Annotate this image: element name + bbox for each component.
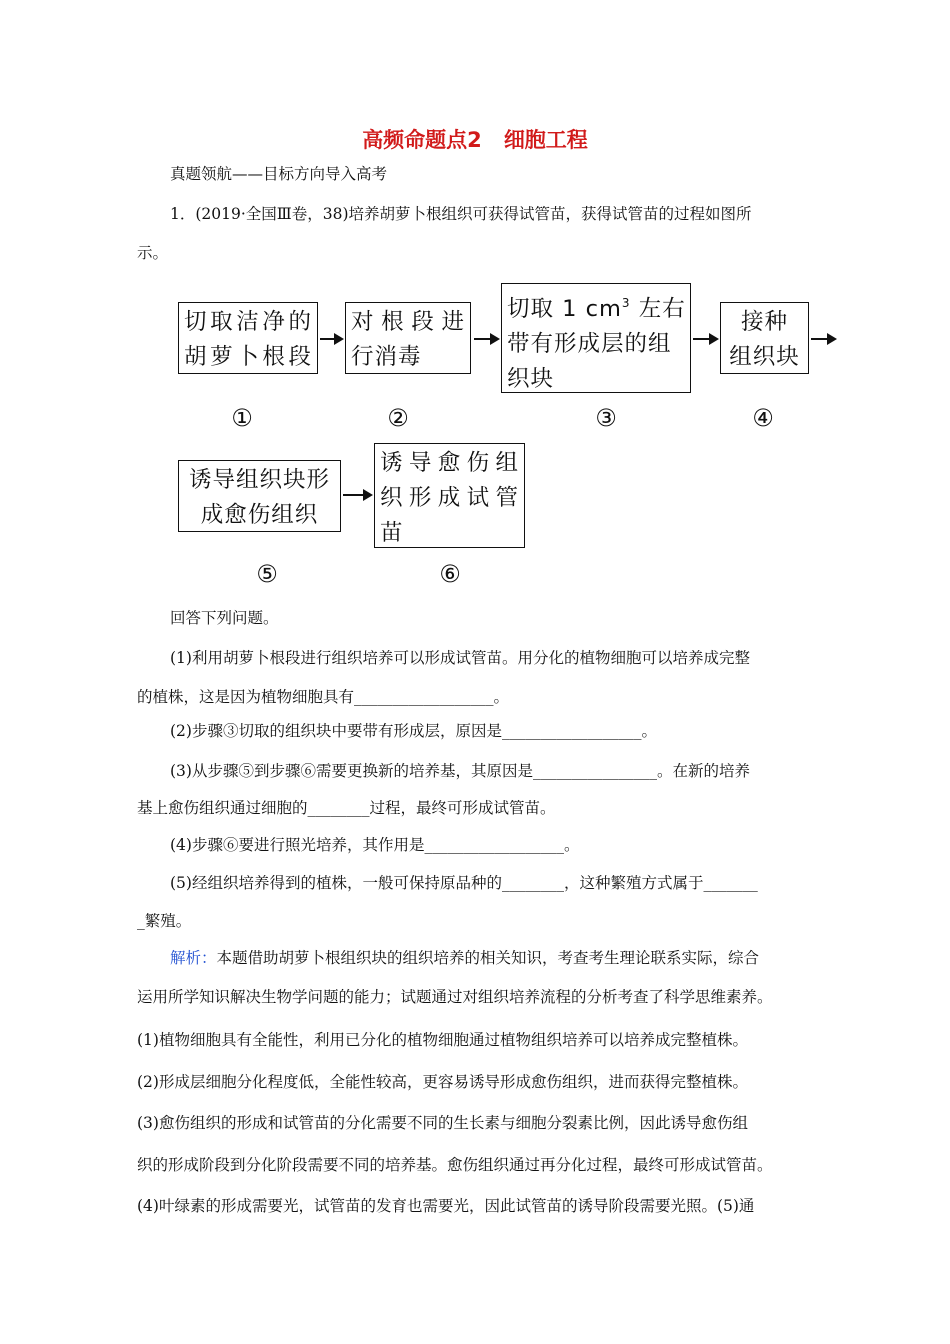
flow-box-3-line1 — [507, 286, 685, 327]
flow-box-3 — [501, 283, 691, 393]
flow-arrow-5 — [343, 494, 371, 496]
analysis-line5: (3)愈伤组织的形成和试管苗的分化需要不同的生长素与细胞分裂素比例，因此诱导愈伤组 — [137, 1114, 748, 1132]
flow-box-5 — [178, 460, 341, 532]
flow-box-4-line2: 组织块 — [729, 344, 800, 370]
analysis-line2: 运用所学知识解决生物学问题的能力；试题通过对组织培养流程的分析考查了科学思维素养。 — [137, 988, 773, 1006]
q5-line2: _繁殖。 — [137, 912, 192, 930]
q2: (2)步骤③切取的组织块中要带有形成层，原因是__________________。 — [170, 722, 657, 740]
prompt: 回答下列问题。 — [170, 609, 279, 627]
question-line1: 1．(2019·全国Ⅲ卷，38)培养胡萝卜根组织可获得试管苗，获得试管苗的过程如图所 — [170, 205, 752, 223]
flow-box-5-line2: 成愈伤组织 — [200, 502, 319, 528]
flow-box-6 — [374, 443, 525, 548]
q3-line1: (3)从步骤⑤到步骤⑥需要更换新的培养基，其原因是________________。在新的培养 — [170, 762, 750, 780]
q4: (4)步骤⑥要进行照光培养，其作用是__________________。 — [170, 836, 580, 854]
analysis-label: 解析： — [170, 949, 217, 967]
step-label-1: ① — [231, 404, 253, 432]
analysis-line1 — [170, 947, 759, 969]
step-label-5: ⑤ — [256, 560, 278, 588]
flow-box-3-sup: 3 — [621, 296, 631, 310]
flow-box-3-text-b: 左右 — [630, 296, 686, 322]
flow-box-6-line1: 诱导愈伤组 — [380, 450, 519, 476]
flow-box-1 — [178, 302, 318, 374]
analysis-line6: 织的形成阶段到分化阶段需要不同的培养基。愈伤组织通过再分化过程，最终可形成试管苗。 — [137, 1156, 773, 1174]
title-part2: 细胞工程 — [503, 128, 588, 152]
title-part1: 高频命题点2 — [362, 128, 482, 152]
step-label-4: ④ — [752, 404, 774, 432]
analysis-text-1: 本题借助胡萝卜根组织块的组织培养的相关知识，考查考生理论联系实际，综合 — [216, 949, 760, 967]
flow-box-4-line1: 接种 — [740, 309, 788, 335]
q1-line2: 的植株，这是因为植物细胞具有__________________。 — [137, 688, 510, 706]
flow-box-4 — [720, 302, 809, 374]
flow-box-5-line1: 诱导组织块形 — [188, 467, 330, 493]
flow-box-2-line2: 行消毒 — [351, 344, 422, 370]
flow-box-1-line1: 切取洁净的 — [184, 309, 312, 335]
flow-arrow-1 — [320, 338, 342, 340]
analysis-line7: (4)叶绿素的形成需要光，试管苗的发育也需要光，因此试管苗的诱导阶段需要光照。(5)通 — [137, 1197, 755, 1215]
flow-box-1-line2: 胡萝卜根段 — [184, 344, 312, 370]
step-label-3: ③ — [595, 404, 617, 432]
q3-line2: 基上愈伤组织通过细胞的________过程，最终可形成试管苗。 — [137, 799, 556, 817]
flow-box-6-line3: 苗 — [380, 520, 404, 546]
flow-box-2-line1: 对根段进 — [351, 309, 465, 335]
q1-line1: (1)利用胡萝卜根段进行组织培养可以形成试管苗。用分化的植物细胞可以培养成完整 — [170, 649, 750, 667]
flow-arrow-2 — [474, 338, 498, 340]
q5-line1: (5)经组织培养得到的植株，一般可保持原品种的________，这种繁殖方式属于_______ — [170, 874, 758, 892]
flow-arrow-4 — [811, 338, 835, 340]
page-title — [0, 124, 950, 154]
flow-box-3-line2: 带有形成层的组 — [507, 331, 672, 357]
flow-box-3-line3: 织块 — [507, 366, 555, 392]
analysis-line3: (1)植物细胞具有全能性，利用已分化的植物细胞通过植物组织培养可以培养成完整植株。 — [137, 1031, 748, 1049]
step-label-6: ⑥ — [439, 560, 461, 588]
flow-box-3-text-a: 切取 1 cm — [507, 296, 622, 322]
flow-box-2 — [345, 302, 471, 374]
flow-arrow-3 — [693, 338, 717, 340]
step-label-2: ② — [387, 404, 409, 432]
flow-box-6-line2: 织形成试管 — [380, 485, 519, 511]
subtitle: 真题领航——目标方向导入高考 — [170, 165, 388, 183]
question-line2: 示。 — [137, 244, 169, 262]
analysis-line4: (2)形成层细胞分化程度低，全能性较高，更容易诱导形成愈伤组织，进而获得完整植株。 — [137, 1073, 748, 1091]
